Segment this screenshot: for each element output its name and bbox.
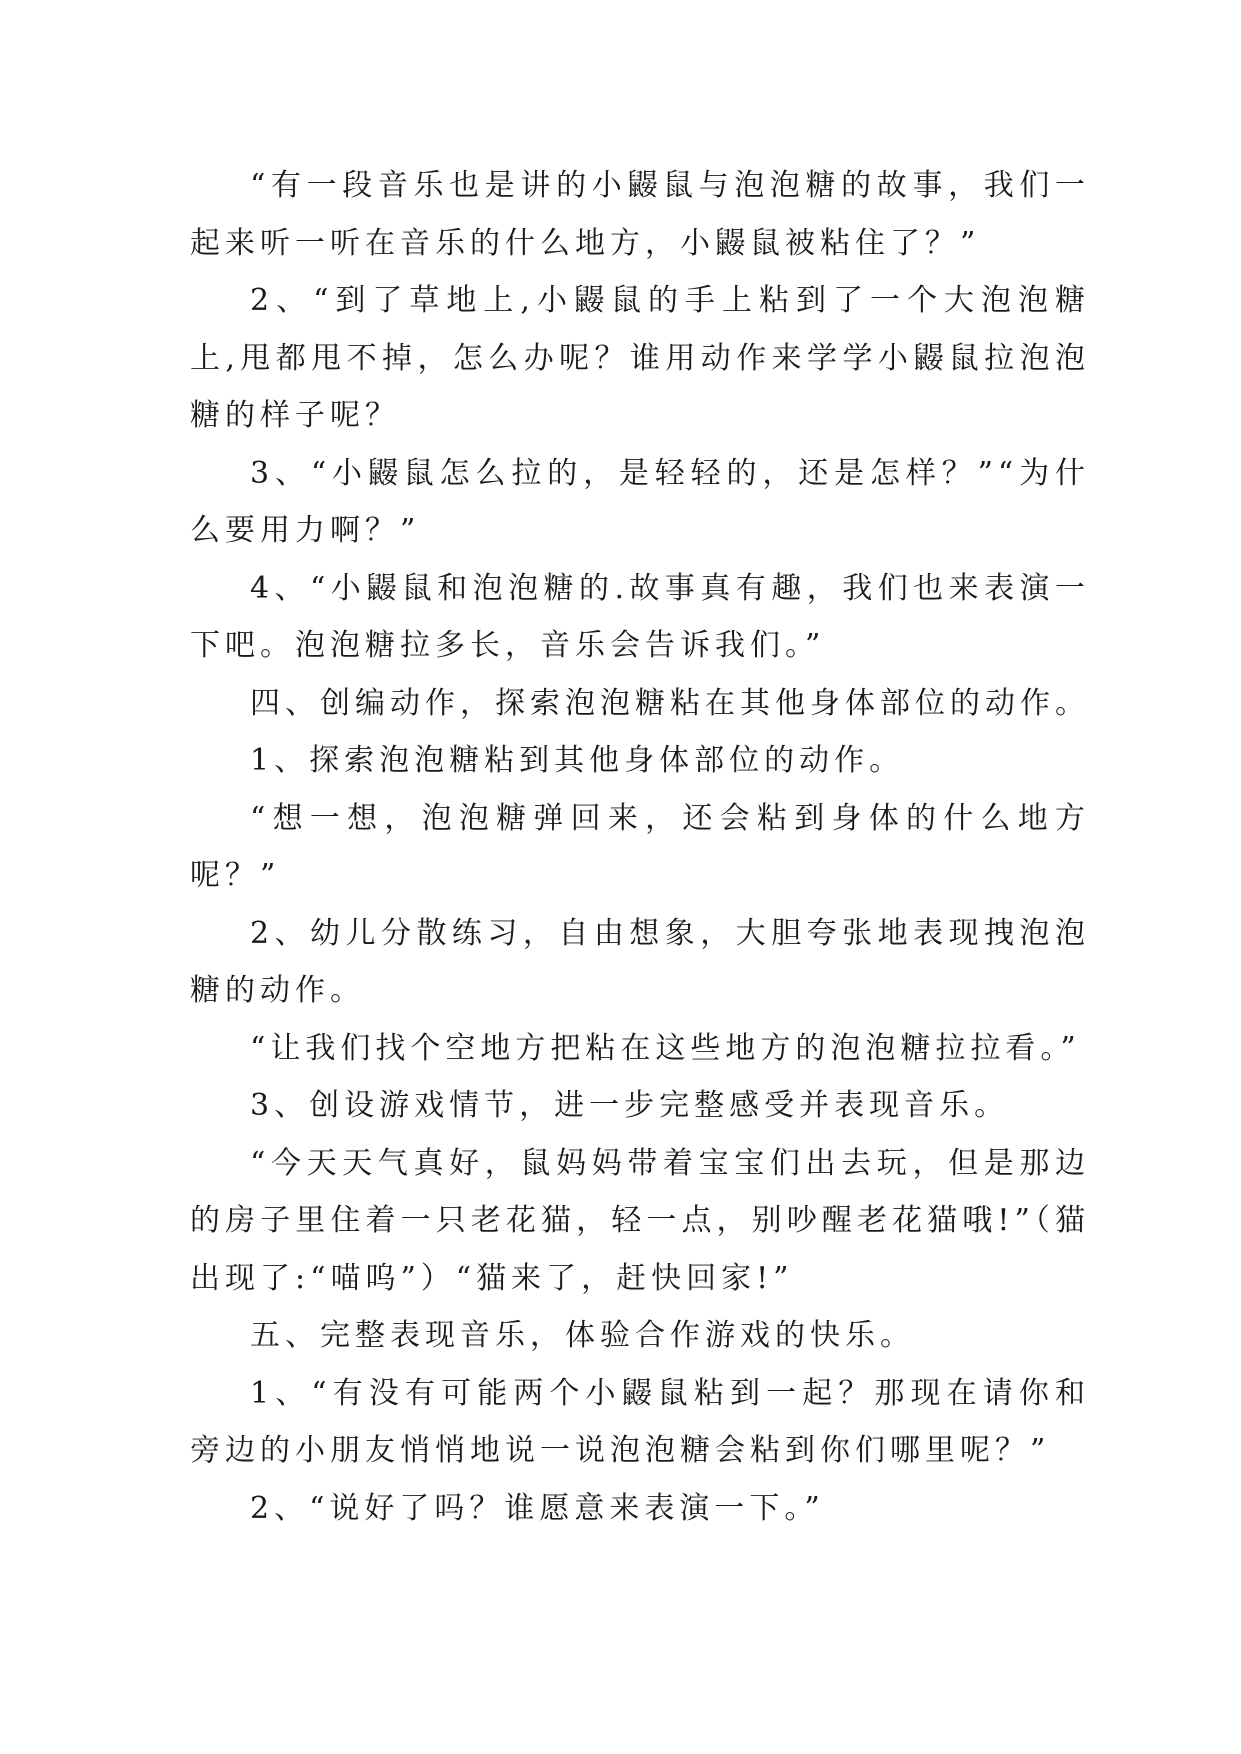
- paragraph-1: “有一段音乐也是讲的小鼹鼠与泡泡糖的故事，我们一起来听一听在音乐的什么地方，小鼹鼠被粘住了？”: [190, 168, 1090, 261]
- paragraph-2: 2、“到了草地上,小鼹鼠的手上粘到了一个大泡泡糖上,甩都甩不掉，怎么办呢？谁用动作来学学小鼹鼠拉泡泡糖的样子呢？: [190, 283, 1090, 433]
- paragraph-3: 3、“小鼹鼠怎么拉的，是轻轻的，还是怎样？”“为什么要用力啊？”: [190, 455, 1090, 548]
- paragraph-10: 3、创设游戏情节，进一步完整感受并表现音乐。: [250, 1088, 1010, 1123]
- paragraph-8: 2、幼儿分散练习，自由想象，大胆夸张地表现拽泡泡糖的动作。: [190, 915, 1090, 1008]
- paragraph-13: 1、“有没有可能两个小鼹鼠粘到一起？那现在请你和旁边的小朋友悄悄地说一说泡泡糖会粘到你们哪里呢？”: [190, 1375, 1090, 1468]
- section-heading-4: 四、创编动作，探索泡泡糖粘在其他身体部位的动作。: [250, 685, 1090, 721]
- paragraph-7: “想一想，泡泡糖弹回来，还会粘到身体的什么地方呢？”: [190, 800, 1090, 893]
- section-heading-5: 五、完整表现音乐，体验合作游戏的快乐。: [250, 1318, 915, 1353]
- paragraph-14: 2、“说好了吗？谁愿意来表演一下。”: [250, 1490, 825, 1526]
- paragraph-9: “让我们找个空地方把粘在这些地方的泡泡糖拉拉看。”: [250, 1030, 1081, 1066]
- paragraph-6: 1、探索泡泡糖粘到其他身体部位的动作。: [250, 743, 905, 778]
- document-body: [190, 157, 1090, 1537]
- paragraph-4: 4、“小鼹鼠和泡泡糖的.故事真有趣，我们也来表演一下吧。泡泡糖拉多长，音乐会告诉我们。”: [190, 570, 1090, 663]
- paragraph-11: “今天天气真好，鼠妈妈带着宝宝们出去玩，但是那边的房子里住着一只老花猫，轻一点，别吵醒老花猫哦!”（猫出现了:“喵呜”）“猫来了，赶快回家!”: [190, 1145, 1090, 1296]
